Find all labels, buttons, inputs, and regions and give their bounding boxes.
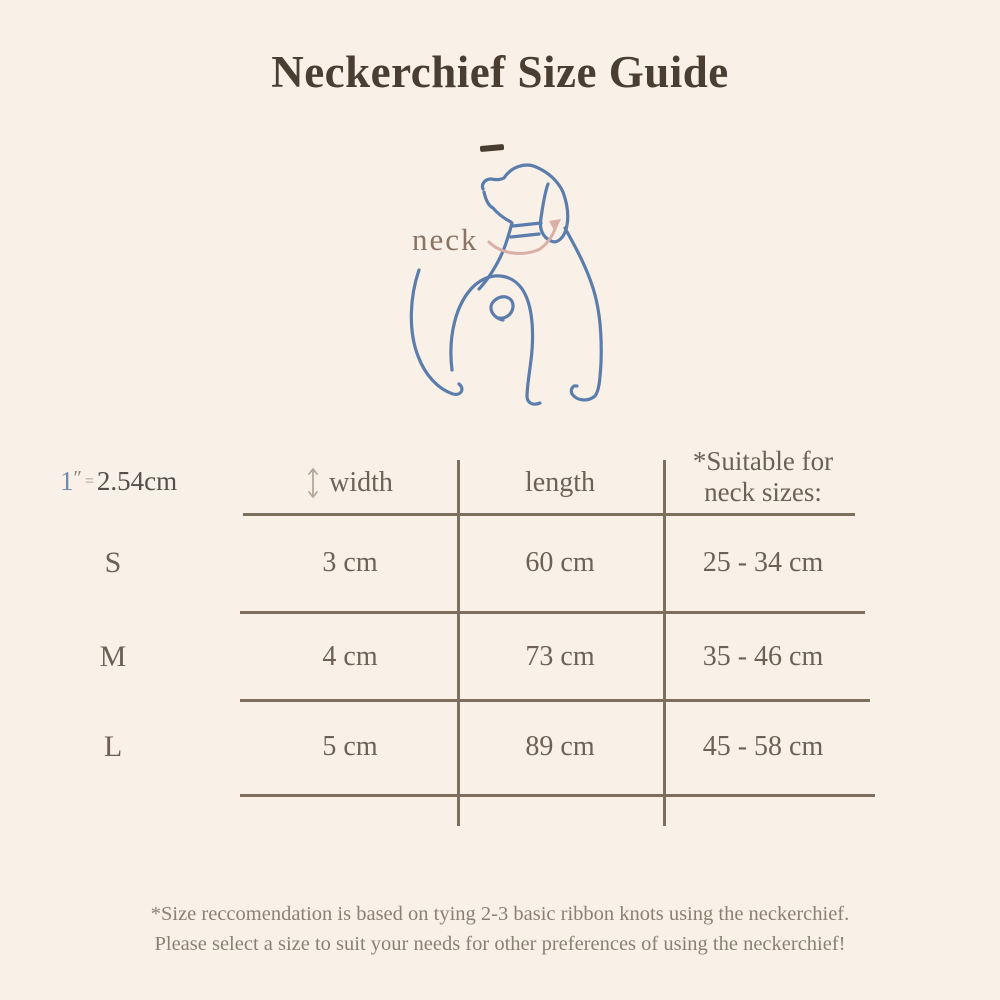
table-line-row-m <box>240 699 870 702</box>
width-value: 5 cm <box>322 731 378 762</box>
size-recommendation-note-line2: Please select a size to suit your needs for other preferences of using the neckerchief! <box>154 933 846 955</box>
dog-line-art <box>411 165 601 404</box>
table-line-header <box>243 513 855 516</box>
length-value: 60 cm <box>525 547 595 578</box>
column-header-length: length <box>525 467 595 498</box>
neck-range-value: 35 - 46 cm <box>702 641 824 672</box>
column-header-suitable-line2: neck sizes: <box>704 477 822 507</box>
dog-outline-illustration <box>405 158 635 408</box>
inch-prime-mark: ″ <box>73 467 82 489</box>
size-label: M <box>99 640 127 673</box>
title-dash-divider <box>480 144 504 152</box>
length-value: 73 cm <box>525 641 595 672</box>
inch-conversion-note <box>60 466 230 497</box>
table-line-row-s <box>240 611 865 614</box>
cm-value: 2.54cm <box>96 466 178 496</box>
size-recommendation-note <box>0 899 1000 959</box>
vertical-double-arrow-icon <box>307 466 319 500</box>
neck-range-value: 25 - 34 cm <box>702 547 824 578</box>
table-line-row-l <box>240 794 875 797</box>
column-header-suitable <box>663 446 863 508</box>
inch-value: 1 <box>60 466 74 496</box>
width-value: 3 cm <box>322 547 378 578</box>
size-label: S <box>104 546 122 579</box>
column-header-width <box>243 455 457 511</box>
size-label: L <box>103 730 123 763</box>
size-recommendation-note-line1: *Size reccomendation is based on tying 2-3 basic ribbon knots using the neckerchief. <box>150 903 850 925</box>
equals-sign: = <box>84 473 94 490</box>
width-value: 4 cm <box>322 641 378 672</box>
length-value: 89 cm <box>525 731 595 762</box>
page-title: Neckerchief Size Guide <box>271 47 729 97</box>
neck-range-value: 45 - 58 cm <box>702 731 824 762</box>
column-header-suitable-line1: *Suitable for <box>692 446 834 476</box>
neck-label: neck <box>412 222 479 257</box>
column-header-width-label: width <box>329 467 393 498</box>
